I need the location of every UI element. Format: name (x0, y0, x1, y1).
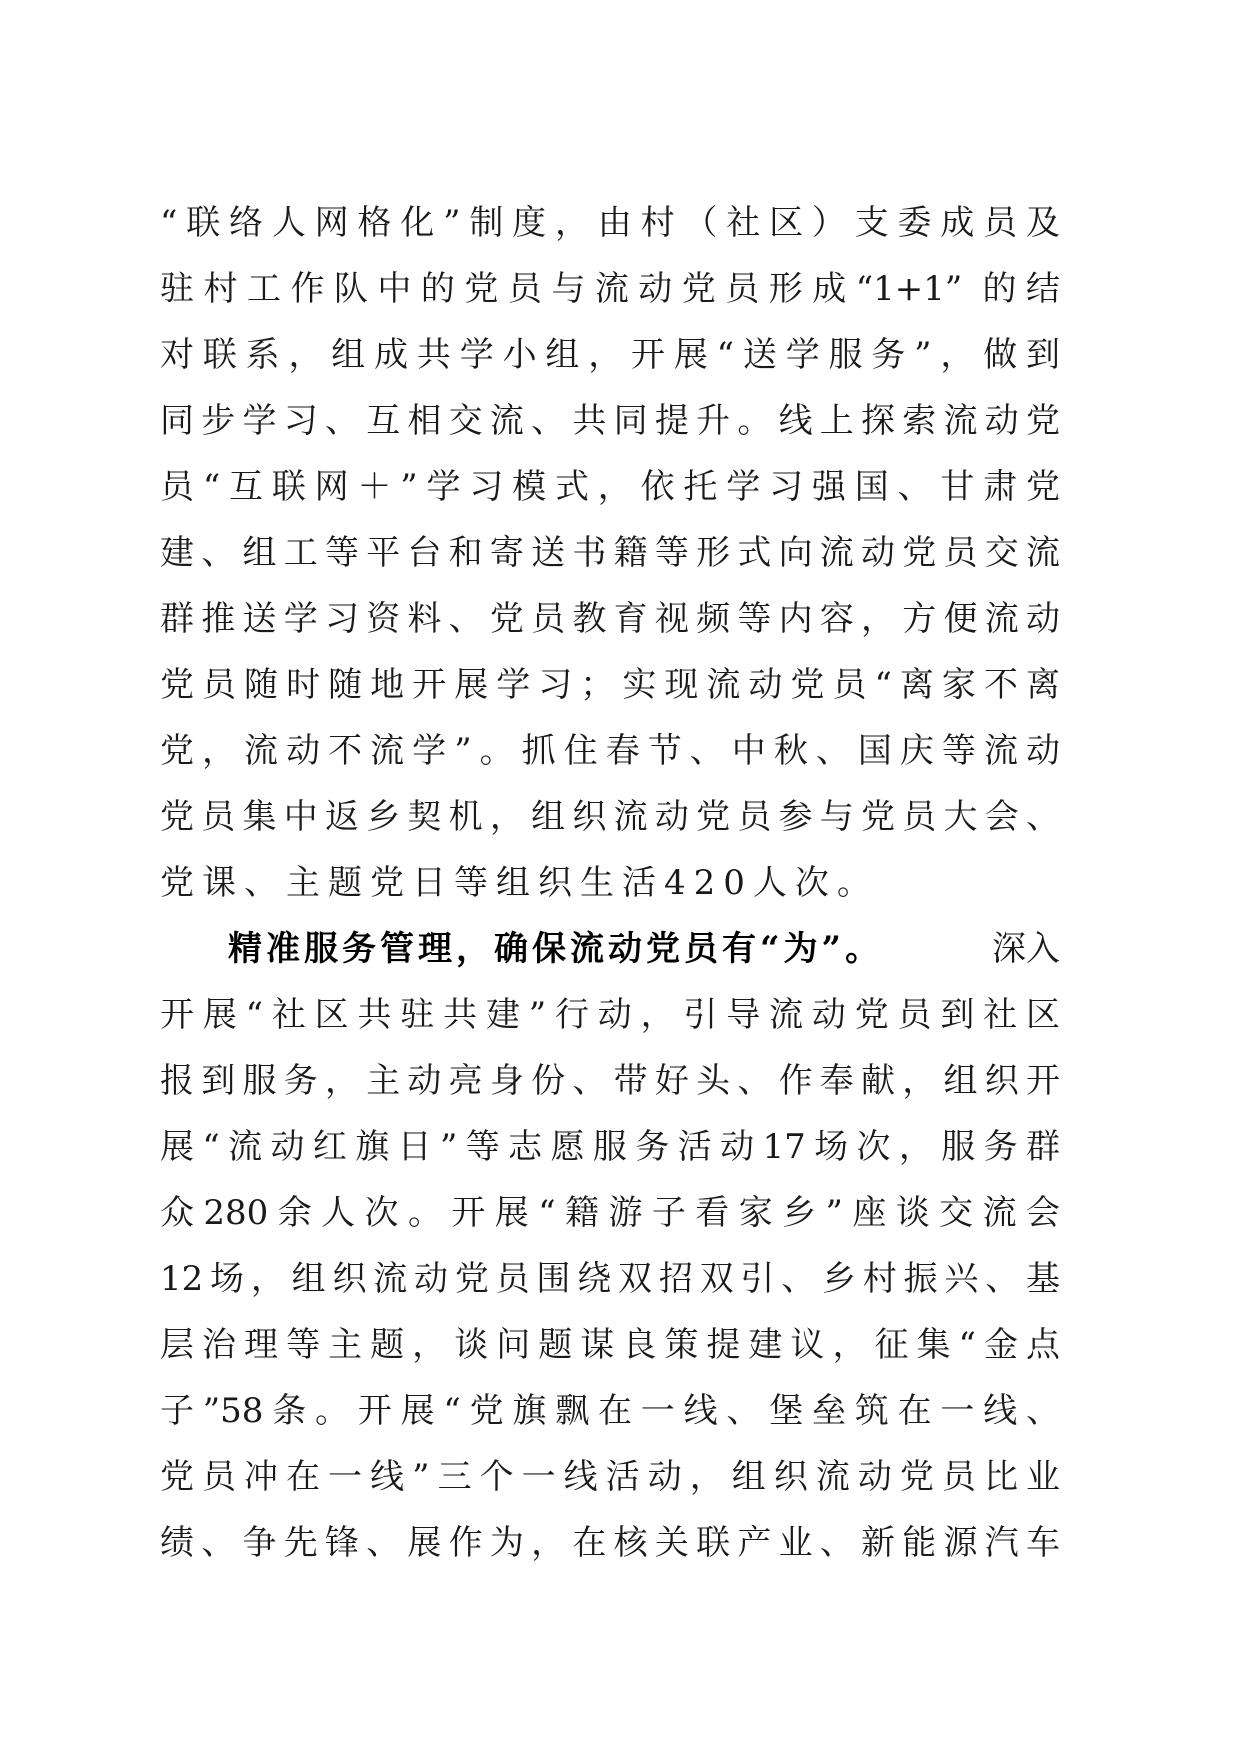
paragraph-line: 层治理等主题，谈问题谋良策提建议，征集“金点 (160, 1325, 1060, 1365)
paragraph-line: 群推送学习资料、党员教育视频等内容，方便流动 (160, 599, 1060, 639)
paragraph-line: 建、组工等平台和寄送书籍等形式向流动党员交流 (160, 533, 1060, 573)
paragraph-1 (160, 190, 1060, 916)
paragraph-line: 党，流动不流学”。抓住春节、中秋、国庆等流动 (160, 731, 1060, 771)
body-text (160, 190, 1060, 1576)
section-heading: 精准服务管理，确保流动党员有“为”。 (228, 929, 884, 969)
heading-wrap (160, 916, 883, 982)
paragraph-line: 12场，组织流动党员围绕双招双引、乡村振兴、基 (160, 1259, 1060, 1299)
paragraph-line: 驻村工作队中的党员与流动党员形成“1+1” 的结 (160, 269, 1060, 309)
paragraph-line: “联络人网格化”制度，由村（社区）支委成员及 (160, 203, 1060, 243)
paragraph-2 (160, 916, 1060, 1576)
paragraph-line: 开展“社区共驻共建”行动，引导流动党员到社区 (160, 995, 1060, 1035)
paragraph-line: 党课、主题党日等组织生活420人次。 (160, 863, 879, 903)
paragraph-line: 绩、争先锋、展作为，在核关联产业、新能源汽车 (160, 1523, 1060, 1563)
paragraph-line: 同步学习、互相交流、共同提升。线上探索流动党 (160, 401, 1060, 441)
paragraph-line: 子”58条。开展“党旗飘在一线、堡垒筑在一线、 (160, 1391, 1060, 1431)
paragraph-line: 党员集中返乡契机，组织流动党员参与党员大会、 (160, 797, 1060, 837)
paragraph-line: 对联系，组成共学小组，开展“送学服务”，做到 (160, 335, 1060, 375)
paragraph-first-line (160, 916, 1060, 982)
heading-trailing-text: 深入 (992, 929, 1060, 969)
paragraph-line: 展“流动红旗日”等志愿服务活动17场次，服务群 (160, 1127, 1060, 1167)
paragraph-line: 党员冲在一线”三个一线活动，组织流动党员比业 (160, 1457, 1060, 1497)
paragraph-line: 员“互联网＋”学习模式，依托学习强国、甘肃党 (160, 467, 1060, 507)
paragraph-line: 众280余人次。开展“籍游子看家乡”座谈交流会 (160, 1193, 1060, 1233)
paragraph-line: 党员随时随地开展学习；实现流动党员“离家不离 (160, 665, 1060, 705)
paragraph-line: 报到服务，主动亮身份、带好头、作奉献，组织开 (160, 1061, 1060, 1101)
